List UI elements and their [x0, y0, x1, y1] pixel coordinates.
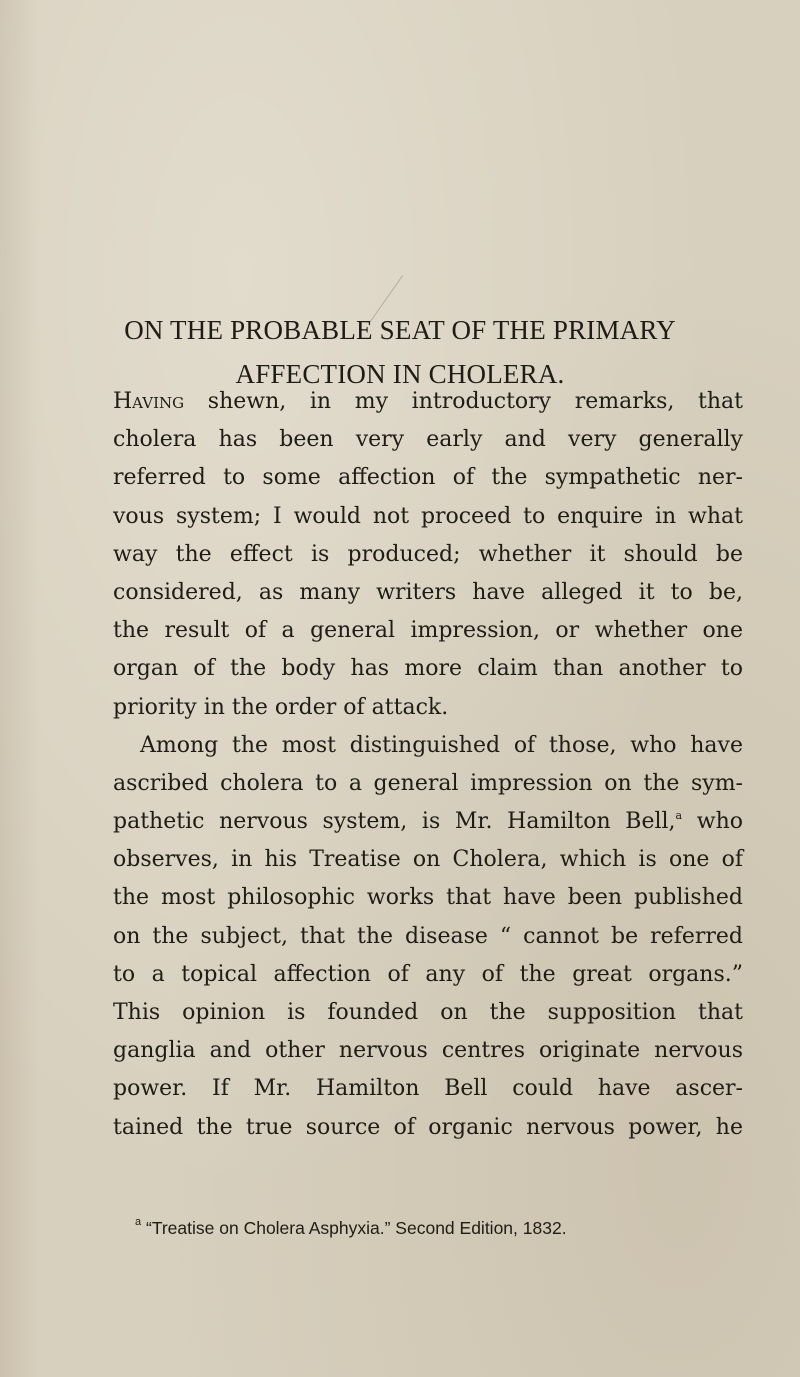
text-line	[113, 383, 743, 421]
footnote-marker: a	[135, 1216, 142, 1228]
text-line: priority in the order of attack.	[113, 694, 449, 720]
text-line: Among the most distinguished of those, who have	[140, 732, 743, 758]
text-line: power. If Mr. Hamilton Bell could have ascer-	[113, 1076, 743, 1102]
text-line: referred to some affection of the sympathetic ner-	[113, 465, 743, 491]
text-line: way the effect is produced; whether it should be	[113, 541, 743, 567]
chapter-title-line-1: ON THE PROBABLE SEAT OF THE PRIMARY	[124, 315, 676, 345]
footnote	[135, 1218, 755, 1239]
footnote-reference: a	[675, 809, 683, 823]
text-line: on the subject, that the disease “ cannot be referred	[113, 923, 743, 949]
opening-word: Having	[113, 389, 185, 414]
text-line: ganglia and other nervous centres originate nervous	[113, 1038, 743, 1064]
text-line: to a topical affection of any of the great organs.”	[113, 961, 743, 987]
text-line: vous system; I would not proceed to enquire in what	[113, 503, 743, 529]
text-line: This opinion is founded on the supposition that	[113, 1000, 743, 1025]
text-line: the result of a general impression, or whether one	[113, 618, 743, 644]
chapter-title-line-2: AFFECTION IN CHOLERA.	[235, 359, 565, 389]
text-line: ascribed cholera to a general impression on the sym-	[113, 770, 743, 796]
text-line: organ of the body has more claim than another to	[113, 656, 743, 682]
text-line: considered, as many writers have alleged it to be,	[113, 579, 743, 605]
body-text	[113, 383, 743, 1147]
text-line: tained the true source of organic nervous power, he	[113, 1114, 743, 1140]
text-line: observes, in his Treatise on Cholera, which is one of	[113, 847, 743, 873]
text-line: cholera has been very early and very generally	[113, 427, 743, 453]
text-line: the most philosophic works that have been published	[113, 885, 743, 911]
footnote-text: “Treatise on Cholera Asphyxia.” Second Edition, 1832.	[141, 1218, 567, 1238]
text-line	[113, 803, 743, 841]
text-fragment: pathetic nervous system, is Mr. Hamilton Bell,	[113, 809, 676, 835]
text-fragment: who	[682, 809, 743, 835]
text-fragment: shewn, in my introductory remarks, that	[184, 389, 743, 414]
